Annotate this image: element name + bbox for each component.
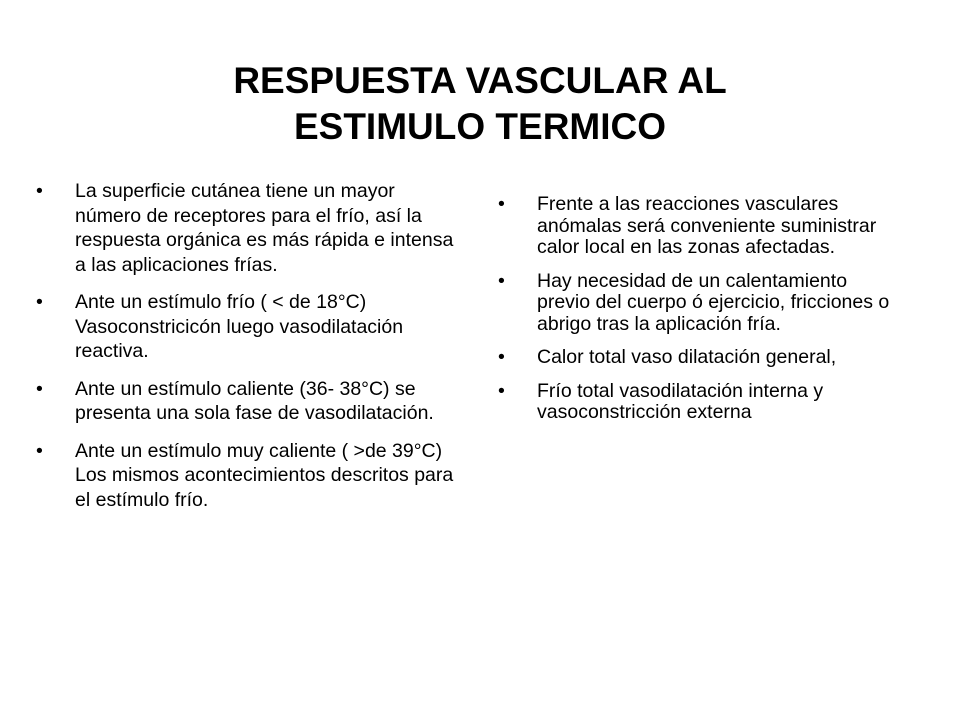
bullet-text: Ante un estímulo muy caliente ( >de 39°C) Los mismos acontecimientos descritos para el estímulo frío. — [75, 439, 454, 511]
bullet-item — [498, 194, 898, 259]
bullet-dot-icon: • — [36, 377, 43, 400]
bullet-dot-icon: • — [498, 379, 505, 402]
bullet-text: Hay necesidad de un calentamiento previo del cuerpo ó ejercicio, fricciones o abrigo tras la aplicación fría. — [537, 269, 890, 335]
bullet-text: Frente a las reacciones vasculares anómalas será conveniente suministrar calor local en las zonas afectadas. — [537, 193, 877, 258]
bullet-text: Frío total vasodilatación interna y vasoconstricción externa — [537, 379, 824, 423]
slide-title — [60, 58, 900, 150]
bullet-text: Ante un estímulo caliente (36- 38°C) se presenta una sola fase de vasodilatación. — [75, 377, 434, 424]
bullet-item — [498, 381, 898, 424]
bullet-dot-icon: • — [498, 269, 505, 292]
bullet-text: Calor total vaso dilatación general, — [537, 346, 837, 368]
bullet-item — [36, 179, 466, 277]
bullet-dot-icon: • — [36, 439, 43, 462]
right-bullet-list — [498, 194, 898, 436]
bullet-dot-icon: • — [498, 346, 505, 368]
bullet-text: La superficie cutánea tiene un mayor número de receptores para el frío, así la respuesta orgánica es más rápida e intensa a las aplicaciones frías. — [75, 180, 454, 276]
bullet-dot-icon: • — [36, 291, 43, 313]
bullet-item — [36, 439, 466, 513]
bullet-dot-icon: • — [498, 193, 505, 215]
bullet-dot-icon: • — [36, 180, 43, 202]
bullet-item — [36, 290, 466, 364]
left-bullet-list — [36, 179, 466, 525]
bullet-text: Ante un estímulo frío ( < de 18°C) Vasoconstricicón luego vasodilatación reactiva. — [75, 291, 404, 362]
bullet-item — [498, 347, 898, 369]
slide-title-line-2: ESTIMULO TERMICO — [293, 106, 667, 147]
bullet-item — [36, 377, 466, 426]
bullet-item — [498, 271, 898, 336]
slide-title-line-1: RESPUESTA VASCULAR AL — [233, 60, 727, 101]
